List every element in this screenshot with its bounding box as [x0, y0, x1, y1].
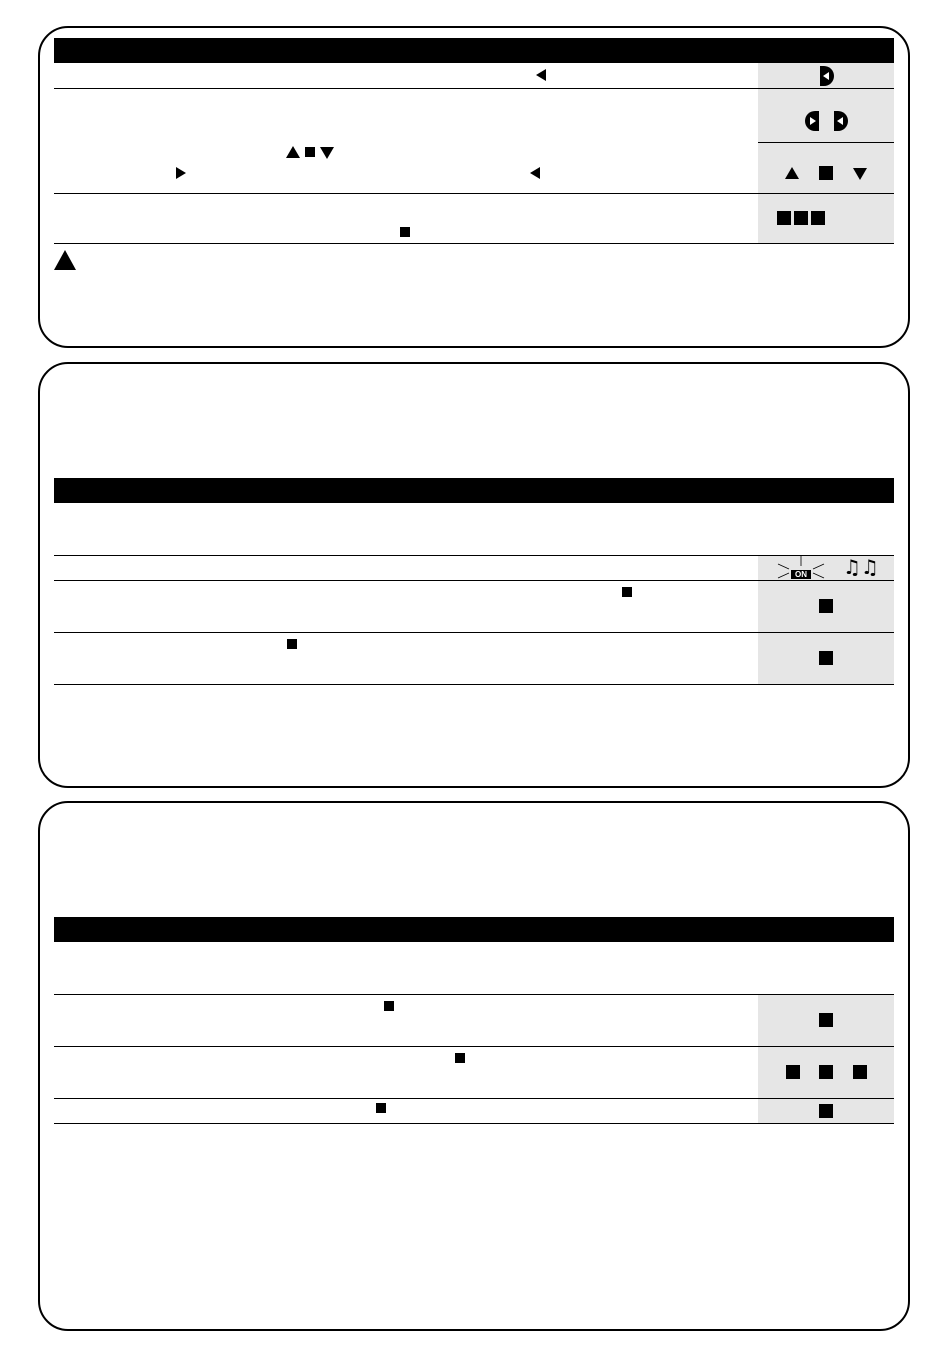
arrow-left-icon — [823, 72, 829, 80]
warning-triangle-icon — [54, 250, 76, 270]
arrow-up-icon — [286, 146, 300, 158]
arrow-left-icon — [530, 167, 540, 179]
row-divider — [54, 243, 894, 244]
stop-square-icon — [400, 227, 410, 237]
row-divider — [54, 1046, 894, 1047]
row-divider — [54, 580, 894, 581]
stop-square-icon — [794, 211, 808, 225]
arrow-left-icon — [536, 69, 546, 81]
stop-square-icon — [819, 599, 833, 613]
stop-square-icon — [305, 147, 315, 157]
section-header-bar — [54, 478, 894, 503]
row-divider — [54, 193, 894, 194]
arrow-down-icon — [320, 147, 334, 159]
row-divider — [54, 684, 894, 685]
row-divider — [54, 88, 894, 89]
stop-square-icon — [819, 1104, 833, 1118]
stop-square-icon — [819, 1065, 833, 1079]
row-divider — [54, 1098, 894, 1099]
stop-square-icon — [376, 1103, 386, 1113]
arrow-down-icon — [853, 168, 867, 180]
arrow-right-icon — [805, 111, 819, 131]
stop-square-icon — [777, 211, 791, 225]
stop-square-icon — [455, 1053, 465, 1063]
row-divider — [54, 555, 894, 556]
stop-square-icon — [786, 1065, 800, 1079]
stop-square-icon — [811, 211, 825, 225]
arrow-up-icon — [785, 167, 799, 179]
stop-square-icon — [819, 651, 833, 665]
row-divider — [54, 994, 894, 995]
stop-square-icon — [819, 166, 833, 180]
stop-square-icon — [287, 639, 297, 649]
beep-notes-icon: ♫♫ — [843, 555, 879, 579]
stop-square-icon — [853, 1065, 867, 1079]
led-on-label: ON — [791, 570, 811, 579]
row-divider — [758, 142, 894, 143]
section-header-bar — [54, 917, 894, 942]
stop-square-icon — [819, 1013, 833, 1027]
stop-square-icon — [384, 1001, 394, 1011]
arrow-left-icon — [837, 117, 843, 125]
arrow-right-icon — [176, 167, 186, 179]
row-divider — [54, 632, 894, 633]
row-divider — [54, 1123, 894, 1124]
section-header-bar — [54, 38, 894, 63]
arrow-right-icon — [810, 117, 816, 125]
stop-square-icon — [622, 587, 632, 597]
